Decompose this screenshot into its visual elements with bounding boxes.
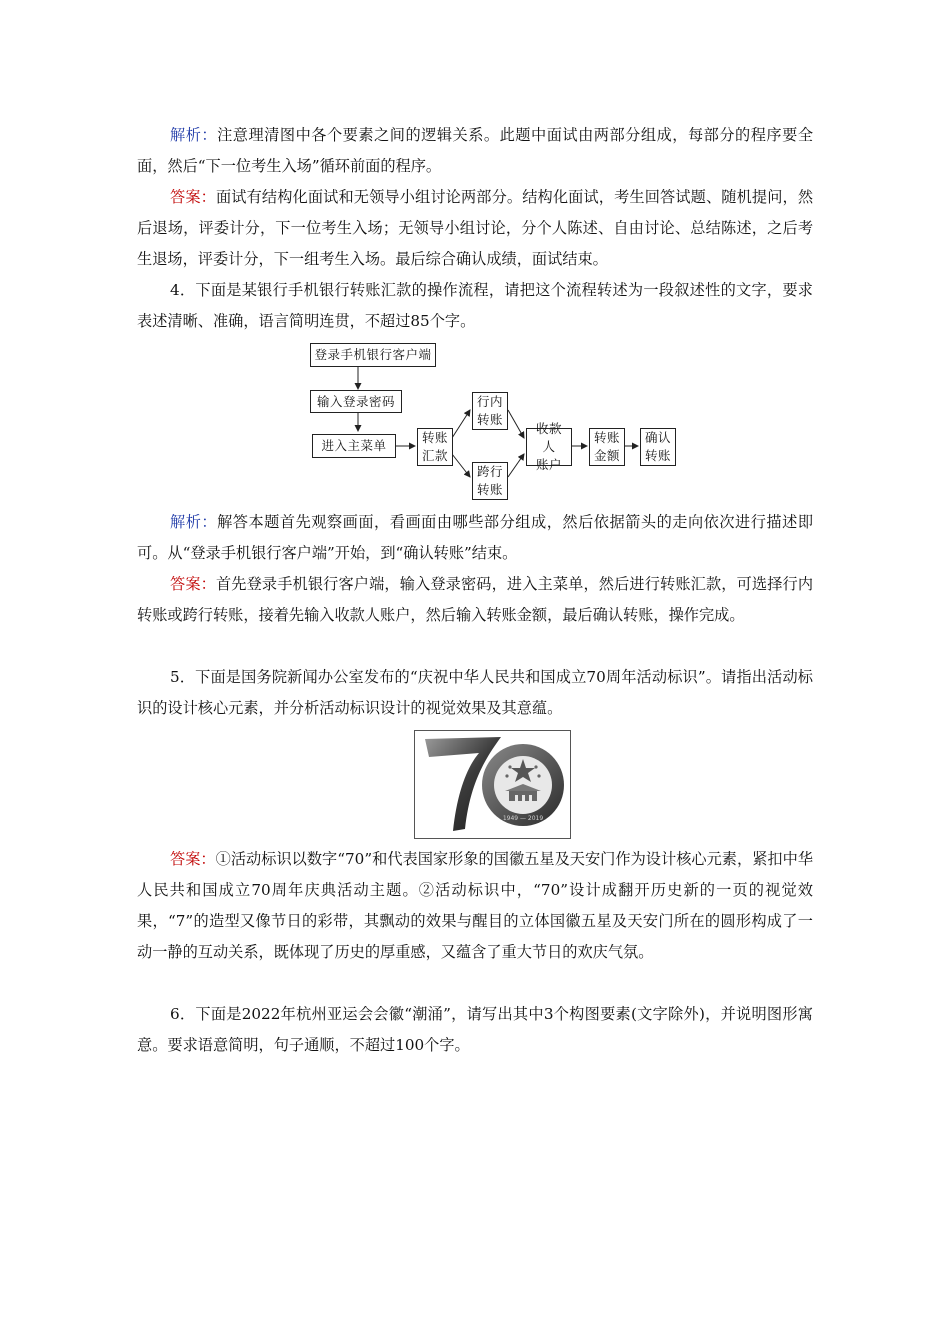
question-4 <box>137 275 813 337</box>
answer-text: 首先登录手机银行客户端，输入登录密码，进入主菜单，然后进行转账汇款，可选择行内转账或跨行转账，接着先输入收款人账户，然后输入转账金额，最后确认转账，操作完成。 <box>137 575 813 624</box>
answer-paragraph-1 <box>137 182 813 275</box>
answer-label: 答案： <box>170 850 216 868</box>
flow-box-amount: 转账 金额 <box>589 428 625 466</box>
question-5-text: 5．下面是国务院新闻办公室发布的“庆祝中华人民共和国成立70周年活动标识”。请指出活动标识的设计核心元素，并分析活动标识设计的视觉效果及其意蕴。 <box>137 668 813 717</box>
flow-box-payee-account: 收款人 账户 <box>526 428 572 466</box>
flow-box-login: 登录手机银行客户端 <box>310 343 436 367</box>
logo-years-text: 1949 — 2019 <box>502 815 544 822</box>
arrow-intra-to-payee <box>508 410 524 438</box>
answer-text: 面试有结构化面试和无领导小组讨论两部分。结构化面试，考生回答试题、随机提问，然后退场，评委计分，下一位考生入场；无领导小组讨论，分个人陈述、自由讨论、总结陈述，之后考生退场，评委计分，下一组考生入场。最后综合确认成绩，面试结束。 <box>137 188 813 268</box>
analysis-label: 解析： <box>170 126 218 144</box>
answer-label: 答案： <box>170 575 216 593</box>
analysis-paragraph-2 <box>137 507 813 569</box>
question-6-text: 6．下面是2022年杭州亚运会会徽“潮涌”，请写出其中3个构图要素(文字除外)，并说明图形寓意。要求语意简明，句子通顺，不超过100个字。 <box>137 1005 813 1054</box>
answer-label: 答案： <box>170 188 216 206</box>
flow-box-transfer: 转账 汇款 <box>417 428 453 466</box>
question-4-text: 4．下面是某银行手机银行转账汇款的操作流程，请把这个流程转述为一段叙述性的文字，要求表述清晰、准确，语言简明连贯，不超过85个字。 <box>137 281 813 330</box>
flow-box-main-menu: 进入主菜单 <box>312 434 396 458</box>
arrow-transfer-to-inter <box>452 454 470 477</box>
analysis-paragraph-1 <box>137 120 813 182</box>
flow-box-confirm: 确认 转账 <box>640 428 676 466</box>
analysis-text: 解答本题首先观察画面，看画面由哪些部分组成，然后依据箭头的走向依次进行描述即可。从“登录手机银行客户端”开始，到“确认转账”结束。 <box>137 513 814 562</box>
arrow-inter-to-payee <box>508 454 524 477</box>
arrow-transfer-to-intra <box>452 410 470 438</box>
analysis-label: 解析： <box>170 513 218 531</box>
answer-paragraph-2 <box>137 569 813 631</box>
flow-box-inter-bank: 跨行 转账 <box>472 462 508 500</box>
transfer-flowchart <box>305 338 685 503</box>
anniversary-70-logo-icon <box>415 731 570 838</box>
answer-text: ①活动标识以数字“70”和代表国家形象的国徽五星及天安门作为设计核心元素，紧扣中华人民共和国成立70周年庆典活动主题。②活动标识中，“70”设计成翻开历史新的一页的视觉效果，“7”的造型又像节日的彩带，其飘动的效果与醒目的立体国徽五星及天安门所在的圆形构成了一动一静的互动关系，既体现了历史的厚重感，又蕴含了重大节日的欢庆气氛。 <box>137 850 814 961</box>
flow-box-password: 输入登录密码 <box>310 390 402 413</box>
analysis-text: 注意理清图中各个要素之间的逻辑关系。此题中面试由两部分组成，每部分的程序要全面，然后“下一位考生入场”循环前面的程序。 <box>137 126 814 175</box>
flow-box-intra-bank: 行内 转账 <box>472 392 508 430</box>
answer-paragraph-3 <box>137 844 813 968</box>
anniversary-logo-image <box>414 730 571 839</box>
question-5 <box>137 662 813 724</box>
question-6 <box>137 999 813 1061</box>
